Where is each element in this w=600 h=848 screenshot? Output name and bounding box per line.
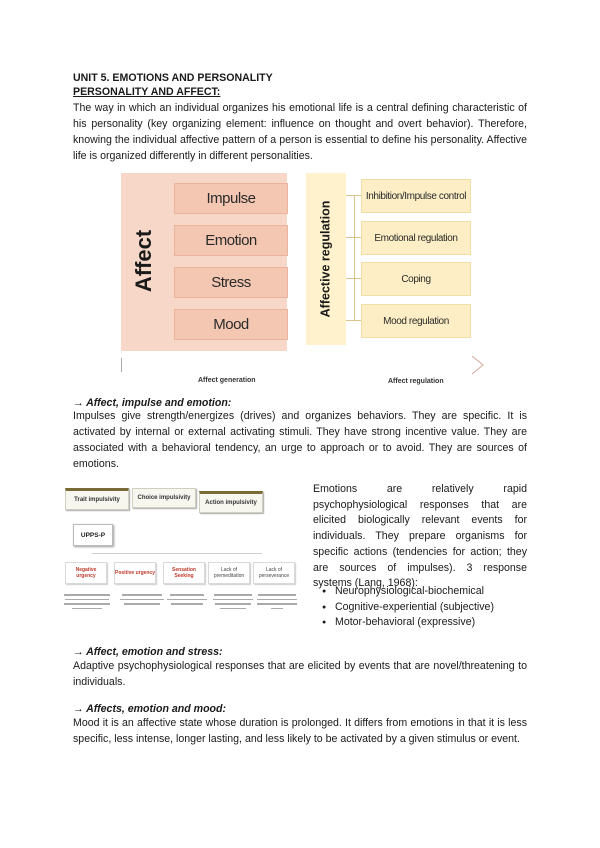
regulation-item-emotional: Emotional regulation (361, 221, 471, 255)
unit-title: UNIT 5. EMOTIONS AND PERSONALITY (73, 72, 273, 84)
heading-affect-impulse-emotion: → Affect, impulse and emotion: (73, 397, 232, 409)
connector-line (346, 320, 361, 321)
caption-affect-generation: Affect generation (198, 377, 256, 384)
box-lack-of-perseverance: Lack of perseverance (253, 562, 295, 584)
impulsivity-diagram (62, 483, 302, 625)
illegible-description (208, 594, 258, 622)
connector-line (92, 553, 262, 554)
connector-line (346, 278, 361, 279)
affect-diagram (118, 168, 490, 390)
regulation-connector (354, 195, 355, 320)
box-sensation-seeking: Sensation Seeking (163, 562, 205, 584)
connector-line (346, 195, 361, 196)
regulation-item-coping: Coping (361, 262, 471, 296)
section-title: PERSONALITY AND AFFECT: (73, 86, 221, 98)
regulation-item-mood: Mood regulation (361, 304, 471, 338)
box-positive-urgency: Positive urgency (114, 562, 156, 584)
regulation-label-text: Affective regulation (318, 200, 333, 318)
generation-item-stress: Stress (174, 267, 288, 298)
heading-affect-emotion-stress: → Affect, emotion and stress: (73, 646, 223, 658)
generation-item-emotion: Emotion (174, 225, 288, 256)
tab-trait-impulsivity: Trait impulsivity (65, 488, 129, 510)
paragraph-impulses: Impulses give strength/energizes (drives) and organizes behaviors. They are specific. It is activated by internal or external activating stimuli. They have strong incentive value. They are associated with a behavioral tendency, an urge to approach or to avoid. They are sources of emotions. (73, 410, 527, 470)
illegible-description (62, 594, 112, 622)
response-systems-list (335, 584, 494, 631)
paragraph-mood: Mood it is an affective state whose duration is prolonged. It differs from emotions in that it is less specific, less intense, longer lasting, and less likely to be activated by a given stimulus or event. (73, 717, 527, 745)
list-item: ● Neurophysiological-biochemical (335, 584, 494, 600)
intro-paragraph: The way in which an individual organizes his emotional life is a central defining characteristic of his personality (key organizing element: influence on thought and overt behavior). Therefore, knowing the individual affective pattern of a person is essential to define his personality. Affective life is organized differently in different personalities. (73, 102, 527, 162)
box-negative-urgency: Negative urgency (65, 562, 107, 584)
illegible-description (162, 594, 212, 622)
illegible-description (117, 594, 167, 622)
illegible-description (252, 594, 302, 622)
tab-choice-impulsivity: Choice impulsivity (132, 488, 196, 508)
caption-affect-regulation: Affect regulation (388, 378, 444, 385)
generation-item-mood: Mood (174, 309, 288, 340)
generation-item-impulse: Impulse (174, 183, 288, 214)
affect-vertical-label (126, 226, 164, 296)
arrow-right-icon (470, 354, 486, 376)
regulation-item-inhibition: Inhibition/Impulse control (361, 179, 471, 213)
regulation-vertical-label (306, 173, 346, 345)
affect-label-text: Affect (130, 229, 156, 293)
emotions-paragraph: Emotions are relatively rapid psychophysiological responses that are elicited biologically relevant events for individuals. They prepare organisms for specific actions (tendencies for action; they are sources of impulses). 3 response systems (Lang, 1968): (313, 483, 527, 590)
paragraph-stress: Adaptive psychophysiological responses that are elicited by events that are novel/threatening to individuals. (73, 660, 527, 688)
axis-tick (121, 358, 122, 372)
list-item: ● Motor-behavioral (expressive) (335, 615, 494, 631)
heading-affects-emotion-mood: → Affects, emotion and mood: (73, 703, 227, 715)
list-item: ● Cognitive-experiential (subjective) (335, 600, 494, 616)
upps-p-box: UPPS-P (73, 524, 113, 546)
box-lack-of-premeditation: Lack of premeditation (208, 562, 250, 584)
tab-action-impulsivity: Action impulsivity (199, 491, 263, 513)
connector-line (346, 237, 361, 238)
